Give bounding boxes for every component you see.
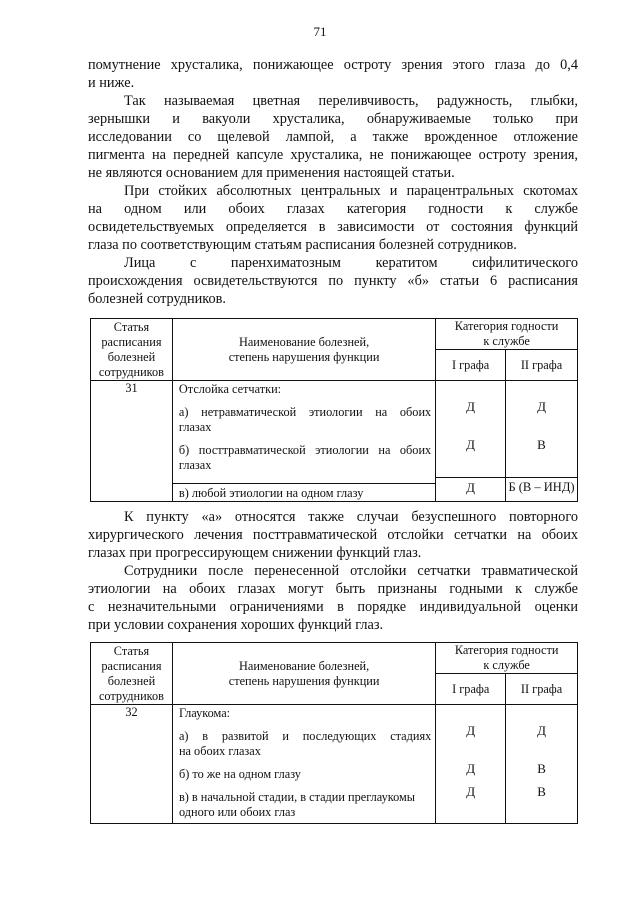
header-article: Статья расписания болезней сотрудников bbox=[91, 643, 173, 705]
header-article: Статья расписания болезней сотрудников bbox=[91, 319, 173, 381]
article-number: 32 bbox=[91, 705, 173, 824]
disease-list: Отслойка сетчатки: а) нетравматической этиологии на обоих глазах б) посттравматической этиологии на обоих глазах в) любой этиологии на одном глазу bbox=[172, 381, 435, 502]
body-text-mid bbox=[88, 508, 578, 634]
header-category: Категория годности к службе bbox=[436, 643, 578, 674]
category-col2: Д В Б (В – ИНД) bbox=[506, 381, 578, 502]
paragraph-5: К пункту «а» относятся также случаи безуспешного повторного хирургического лечения посттравматической отслойки сетчатки на обоих глазах при прогрессирующем снижении функций глаз. bbox=[88, 509, 578, 561]
header-col1: I графа bbox=[436, 350, 506, 381]
header-col1: I графа bbox=[436, 674, 506, 705]
body-text-top bbox=[88, 56, 578, 308]
disease-list: Глаукома: а) в развитой и последующих стадиях на обоих глазах б) то же на одном глазу в) в начальной стадии, в стадии преглаукомы одного или обоих глаз bbox=[172, 705, 435, 824]
header-disease: Наименование болезней, степень нарушения функции bbox=[172, 643, 435, 705]
paragraph-3: При стойких абсолютных центральных и парацентральных скотомах на одном или обоих глазах категория годности к службе освидетельствуемых определяется в зависимости от состояния функций глаза по соответствующим статьям расписания болезней сотрудников. bbox=[88, 183, 578, 253]
paragraph-4: Лица с паренхиматозным кератитом сифилитического происхождения освидетельствуются по пункту «б» статьи 6 расписания болезней сотрудников. bbox=[88, 255, 578, 307]
header-disease: Наименование болезней, степень нарушения функции bbox=[172, 319, 435, 381]
category-col1: Д Д Д bbox=[436, 381, 506, 502]
paragraph-1: помутнение хрусталика, понижающее остроту зрения этого глаза до 0,4 и ниже. bbox=[88, 57, 578, 91]
table-glaucoma bbox=[90, 642, 578, 824]
category-col1: Д Д Д bbox=[436, 705, 506, 824]
article-number: 31 bbox=[91, 381, 173, 502]
header-col2: II графа bbox=[506, 674, 578, 705]
header-category: Категория годности к службе bbox=[436, 319, 578, 350]
table-retinal-detachment bbox=[90, 318, 578, 502]
header-col2: II графа bbox=[506, 350, 578, 381]
category-col2: Д В В bbox=[506, 705, 578, 824]
paragraph-2: Так называемая цветная переливчивость, радужность, глыбки, зернышки и вакуоли хрусталика, обнаруживаемые только при исследовании со щелевой лампой, а также врожденное отложение пигмента на передней капсуле хрусталика, не понижающее остроту зрения, не являются основанием для применения настоящей статьи. bbox=[88, 93, 578, 181]
paragraph-6: Сотрудники после перенесенной отслойки сетчатки травматической этиологии на обоих глазах могут быть признаны годными к службе с незначительными ограничениями в порядке индивидуальной оценки при условии сохранения хороших функций глаз. bbox=[88, 563, 578, 633]
page-number: 71 bbox=[313, 24, 327, 39]
